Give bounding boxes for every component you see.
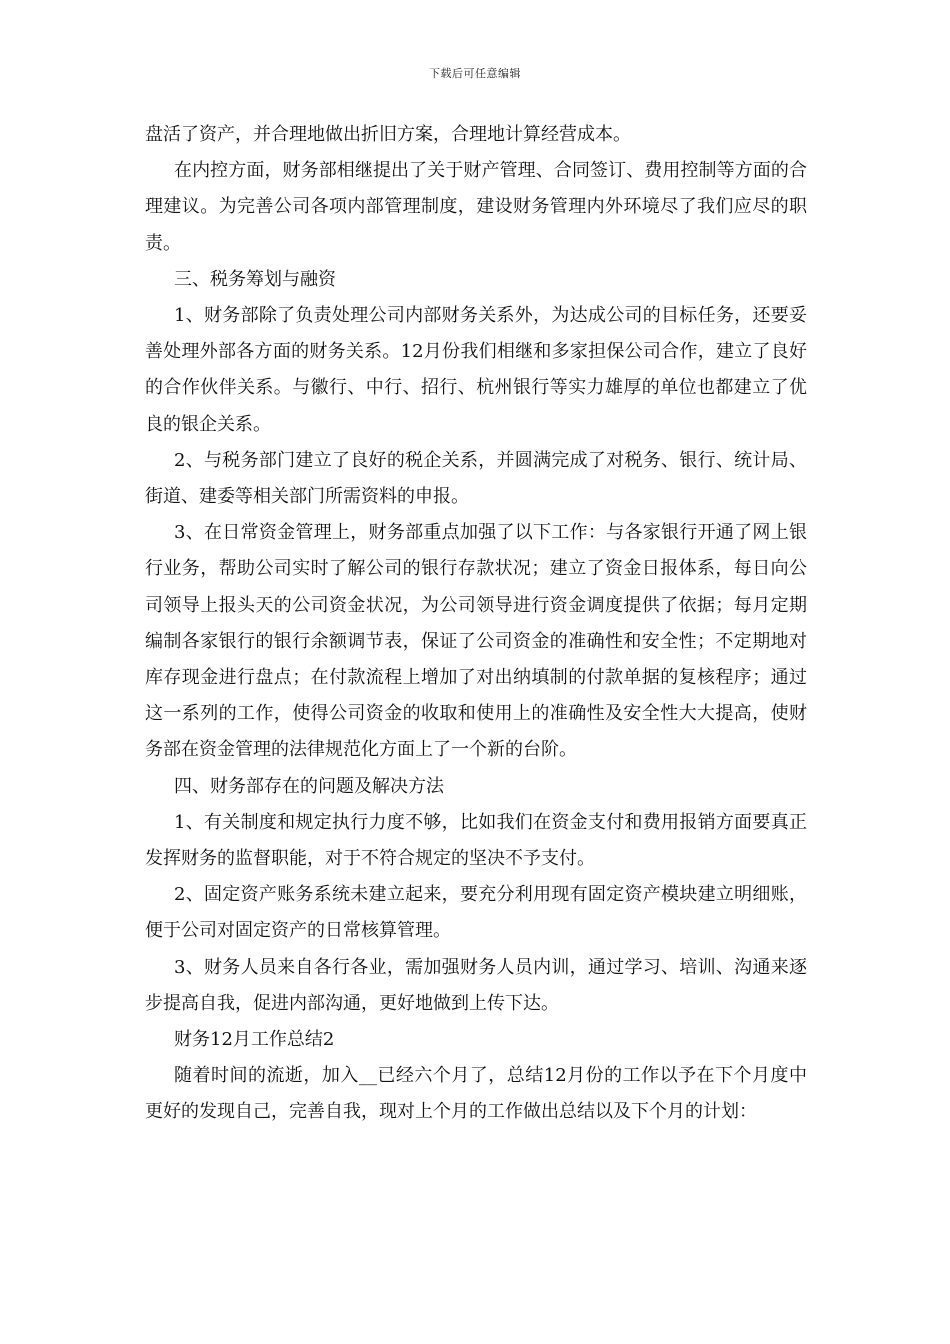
paragraph: 1、有关制度和规定执行力度不够，比如我们在资金支付和费用报销方面要真正发挥财务的监督职能，对于不符合规定的坚决不予支付。 bbox=[145, 811, 807, 870]
section-heading: 四、财务部存在的问题及解决方法 bbox=[174, 775, 444, 797]
paragraph: 随着时间的流逝，加入__已经六个月了，总结12月份的工作以予在下个月度中更好的发现自己，完善自我，现对上个月的工作做出总结以及下个月的计划： bbox=[145, 1065, 807, 1123]
document-body bbox=[145, 117, 807, 1131]
paragraph: 2、固定资产账务系统未建立起来，要充分利用现有固定资产模块建立明细账，便于公司对固定资产的日常核算管理。 bbox=[145, 884, 807, 942]
paragraph: 3、在日常资金管理上，财务部重点加强了以下工作：与各家银行开通了网上银行业务，帮助公司实时了解公司的银行存款状况；建立了资金日报体系，每日向公司领导上报头天的公司资金状况，为公司领导进行资金调度提供了依据；每月定期编制各家银行的银行余额调节表，保证了公司资金的准确性和安全性；不定期地对库存现金进行盘点；在付款流程上增加了对出纳填制的付款单据的复核程序；通过这一系列的工作，使得公司资金的收取和使用上的准确性及安全性大大提高，使财务部在资金管理的法律规范化方面上了一个新的台阶。 bbox=[145, 522, 807, 761]
document-subtitle: 财务12月工作总结2 bbox=[174, 1029, 335, 1051]
paragraph: 盘活了资产，并合理地做出折旧方案，合理地计算经营成本。 bbox=[145, 124, 631, 145]
page-header: 下载后可任意编辑 bbox=[429, 67, 521, 80]
paragraph: 3、财务人员来自各行各业，需加强财务人员内训，通过学习、培训、沟通来逐步提高自我，促进内部沟通，更好地做到上传下达。 bbox=[145, 956, 807, 1014]
paragraph: 1、财务部除了负责处理公司内部财务关系外，为达成公司的目标任务，还要妥善处理外部各方面的财务关系。12月份我们相继和多家担保公司合作，建立了良好的合作伙伴关系。与徽行、中行、招行、杭州银行等实力雄厚的单位也都建立了优良的银企关系。 bbox=[145, 305, 807, 435]
paragraph: 2、与税务部门建立了良好的税企关系，并圆满完成了对税务、银行、统计局、街道、建委等相关部门所需资料的申报。 bbox=[145, 449, 807, 508]
paragraph: 在内控方面，财务部相继提出了关于财产管理、合同签订、费用控制等方面的合理建议。为完善公司各项内部管理制度，建设财务管理内外环境尽了我们应尽的职责。 bbox=[145, 160, 807, 254]
section-heading: 三、税务筹划与融资 bbox=[174, 268, 336, 290]
